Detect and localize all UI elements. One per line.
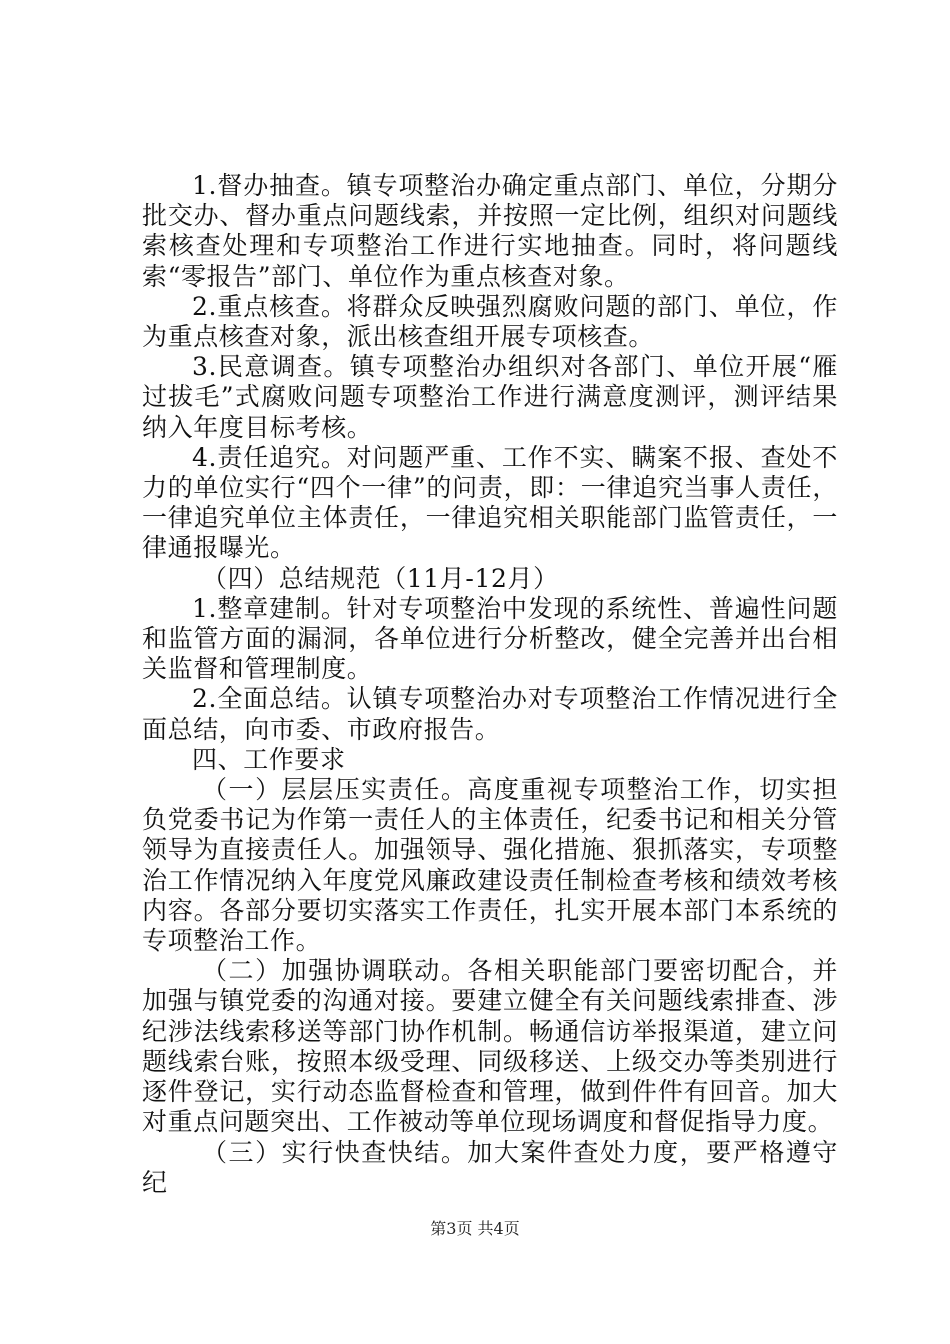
paragraph-supervision-spot-check: 1.督办抽查。镇专项整治办确定重点部门、单位，分期分批交办、督办重点问题线索，并按照一定比例，组织对问题线索核查处理和专项整治工作进行实地抽查。同时，将问题线索“零报告”部门、单位作为重点核查对象。 [142,171,838,291]
paragraph-coordination: （二）加强协调联动。各相关职能部门要密切配合，并加强与镇党委的沟通对接。要建立健全有关问题线索排查、涉纪涉法线索移送等部门协作机制。畅通信访举报渠道，建立问题线索台账，按照本级受理、同级移送、上级交办等类别进行逐件登记，实行动态监督检查和管理，做到件件有回音。加大对重点问题突出、工作被动等单位现场调度和督促指导力度。 [142,956,838,1137]
section-heading-work-requirements: 四、工作要求 [192,744,346,774]
document-body [142,171,838,1198]
paragraph-responsibility: （一）层层压实责任。高度重视专项整治工作，切实担负党委书记为作第一责任人的主体责任，纪委书记和相关分管领导为直接责任人。加强领导、强化措施、狠抓落实，专项整治工作情况纳入年度党风廉政建设责任制检查考核和绩效考核内容。各部分要切实落实工作责任，扎实开展本部门本系统的专项整治工作。 [142,775,838,956]
paragraph-key-verification: 2.重点核查。将群众反映强烈腐败问题的部门、单位，作为重点核查对象，派出核查组开展专项核查。 [142,291,838,352]
page-footer: 第3页 共4页 [430,1219,520,1238]
paragraph-accountability: 4.责任追究。对问题严重、工作不实、瞒案不报、查处不力的单位实行“四个一律”的问责，即：一律追究当事人责任，一律追究单位主体责任，一律追究相关职能部门监管责任，一律通报曝光。 [142,442,838,563]
paragraph-overall-summary: 2.全面总结。认镇专项整治办对专项整治工作情况进行全面总结，向市委、市政府报告。 [142,684,838,744]
paragraph-rules-building: 1.整章建制。针对专项整治中发现的系统性、普遍性问题和监管方面的漏洞，各单位进行分析整改，健全完善并出台相关监督和管理制度。 [142,593,838,684]
paragraph-quick-investigation: （三）实行快查快结。加大案件查处力度，要严格遵守纪 [142,1137,838,1197]
section-heading-summary: （四）总结规范（11月-12月） [202,563,559,593]
paragraph-public-opinion-survey: 3.民意调查。镇专项整治办组织对各部门、单位开展“雁过拔毛”式腐败问题专项整治工作进行满意度测评，测评结果纳入年度目标考核。 [142,352,838,442]
